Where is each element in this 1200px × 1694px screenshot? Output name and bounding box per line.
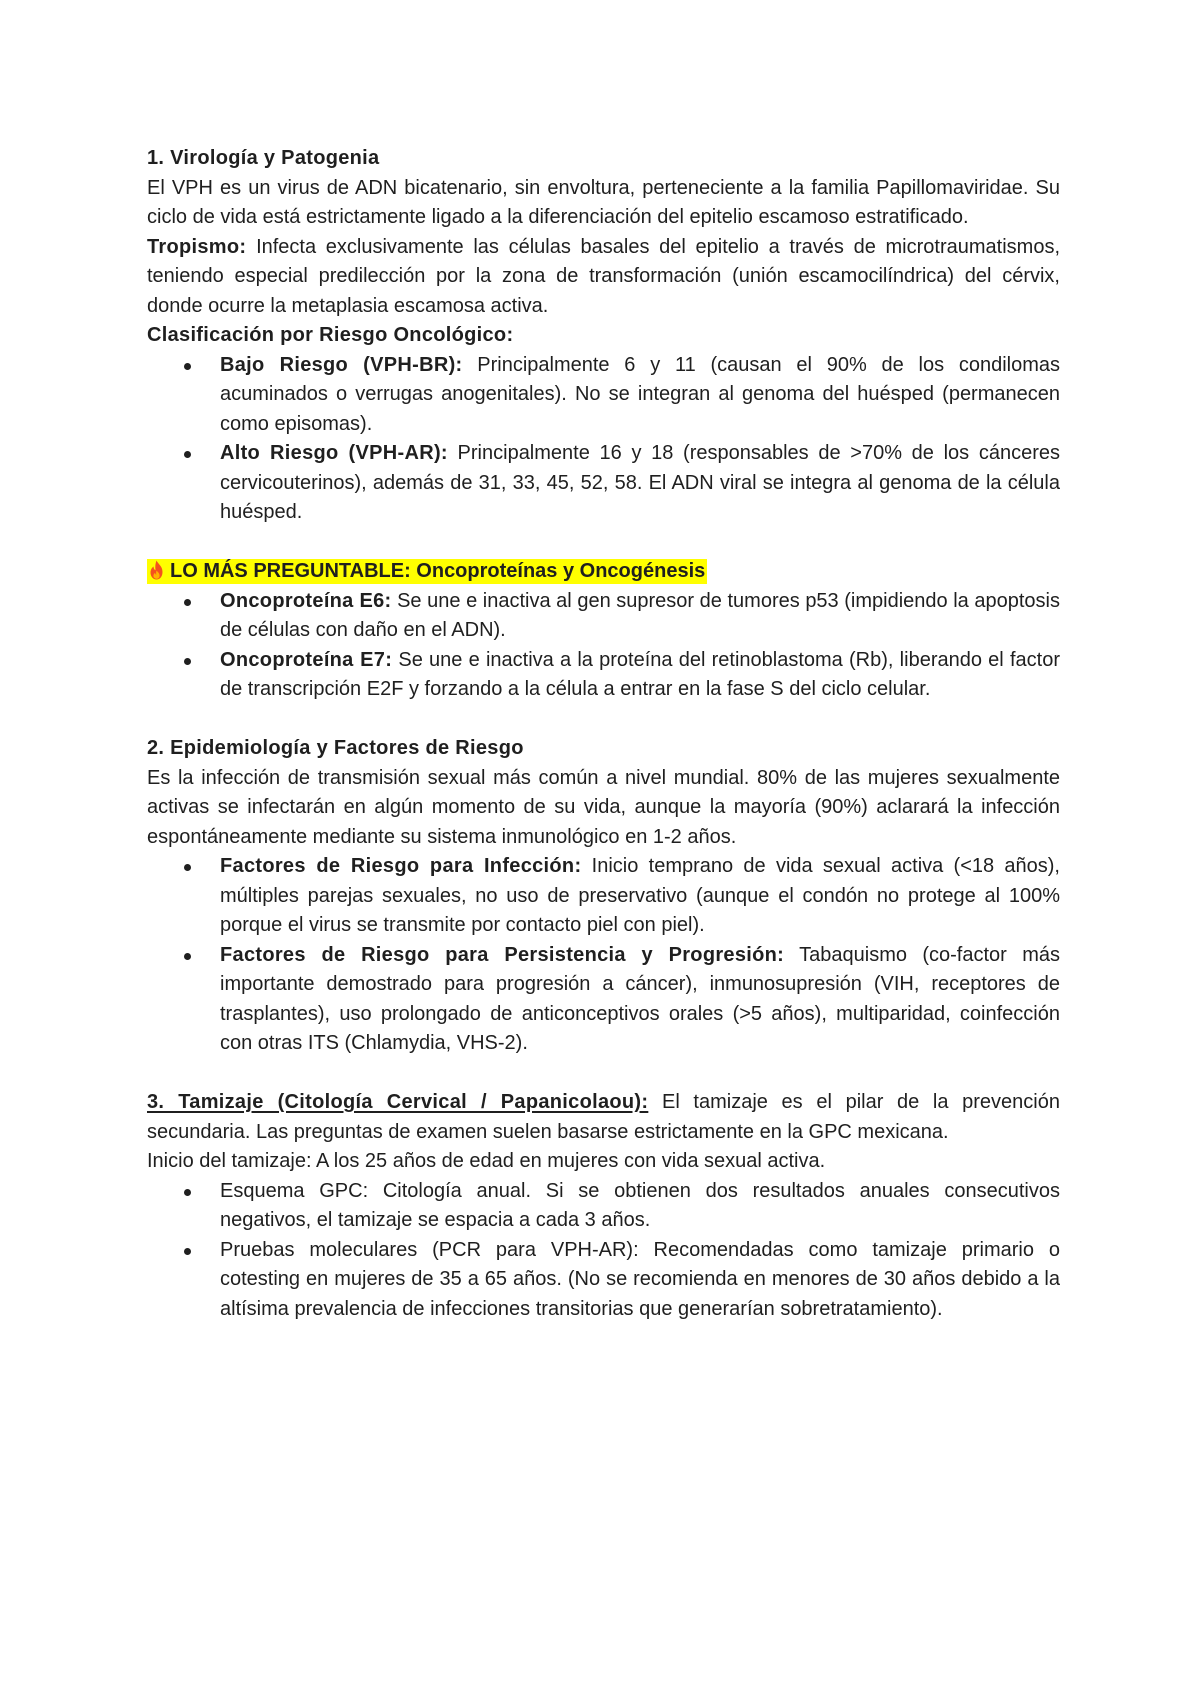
list-item [147,941,1060,1059]
list-item [147,351,1060,440]
bullet-icon [184,451,191,458]
bullet-icon [184,953,191,960]
item-label: Factores de Riesgo para Persistencia y Progresión: [220,943,785,966]
highlight-title: LO MÁS PREGUNTABLE: Oncoproteínas y Oncogénesis [170,560,706,582]
tropism-text: Infecta exclusivamente las células basales del epitelio a través de microtraumatismos, teniendo especial predilección por la zona de transformación (unión escamocilíndrica) del cérvix, donde ocurre la metaplasia escamosa activa. [147,235,1060,317]
bullet-icon [184,599,191,606]
section-3-title: 3. Tamizaje (Citología Cervical / Papanicolaou): [147,1091,649,1113]
item-text: Esquema GPC: Citología anual. Si se obtienen dos resultados anuales consecutivos negativos, el tamizaje se espacia a cada 3 años. [220,1179,1060,1231]
item-text: Tabaquismo (co-factor más importante demostrado para progresión a cáncer), inmunosupresión (VIH, receptores de trasplantes), uso prolongado de anticonceptivos orales (>5 años), multiparidad, coinfección con otras ITS (Chlamydia, VHS-2). [220,943,1060,1054]
tropism-label: Tropismo: [147,235,247,258]
item-text: Principalmente 16 y 18 (responsables de >70% de los cánceres cervicouterinos), además de 31, 33, 45, 52, 58. El ADN viral se integra al genoma de la célula huésped. [220,442,1061,523]
fire-icon [149,560,164,580]
item-label: Bajo Riesgo (VPH-BR): [220,353,463,376]
list-item [147,1236,1060,1325]
bullet-icon [184,1248,191,1255]
bullet-icon [184,363,191,370]
item-label: Factores de Riesgo para Infección: [220,855,582,877]
spacer [147,528,1060,558]
list-item [147,646,1060,705]
classification-title: Clasificación por Riesgo Oncológico: [147,324,514,346]
bullet-icon [184,1189,191,1196]
screening-list [147,1177,1060,1325]
item-label: Oncoproteína E7: [220,648,393,671]
item-text: Se une e inactiva a la proteína del retinoblastoma (Rb), liberando el factor de transcripción E2F y forzando a la célula a entrar en la fase S del ciclo celular. [220,648,1060,700]
list-item [147,439,1060,528]
bullet-icon [184,658,191,665]
list-item [147,1177,1060,1236]
section-1-title: 1. Virología y Patogenia [147,147,380,169]
section-3-intro: El tamizaje es el pilar de la prevención secundaria. Las preguntas de examen suelen basarse estrictamente en la GPC mexicana. [147,1091,1060,1143]
risk-list [147,351,1060,528]
tropism-paragraph [147,233,1060,322]
item-text: Se une e inactiva al gen supresor de tumores p53 (impidiendo la apoptosis de células con daño en el ADN). [220,589,1060,641]
highlight-box [147,559,707,584]
section-3-paragraph [147,1088,1060,1147]
item-label: Alto Riesgo (VPH-AR): [220,442,448,464]
item-label: Oncoproteína E6: [220,589,392,612]
highlight-heading [147,557,1060,587]
spacer [147,705,1060,735]
oncoprotein-list [147,587,1060,705]
item-text: Inicio temprano de vida sexual activa (<18 años), múltiples parejas sexuales, no uso de preservativo (aunque el condón no protege al 100% porque el virus se transmite por contacto piel con piel). [220,855,1060,936]
item-text: Pruebas moleculares (PCR para VPH-AR): Recomendadas como tamizaje primario o cotesting en mujeres de 35 a 65 años. (No se recomienda en menores de 30 años debido a la altísima prevalencia de infecciones transitorias que generarían sobretratamiento). [220,1238,1060,1320]
section-2-intro: Es la infección de transmisión sexual más común a nivel mundial. 80% de las mujeres sexualmente activas se infectarán en algún momento de su vida, aunque la mayoría (90%) aclarará la infección espontáneamente mediante su sistema inmunológico en 1-2 años. [147,766,1060,848]
list-item [147,852,1060,941]
spacer [147,1059,1060,1089]
section-1-intro: El VPH es un virus de ADN bicatenario, sin envoltura, perteneciente a la familia Papillomaviridae. Su ciclo de vida está estrictamente ligado a la diferenciación del epitelio escamoso estratificado. [147,176,1060,228]
section-2-title: 2. Epidemiología y Factores de Riesgo [147,737,524,759]
risk-factors-list [147,852,1060,1059]
item-text: Principalmente 6 y 11 (causan el 90% de los condilomas acuminados o verrugas anogenitales). No se integran al genoma del huésped (permanecen como episomas). [220,353,1060,435]
bullet-icon [184,864,191,871]
list-item [147,587,1060,646]
screening-start: Inicio del tamizaje: A los 25 años de edad en mujeres con vida sexual activa. [147,1150,826,1172]
